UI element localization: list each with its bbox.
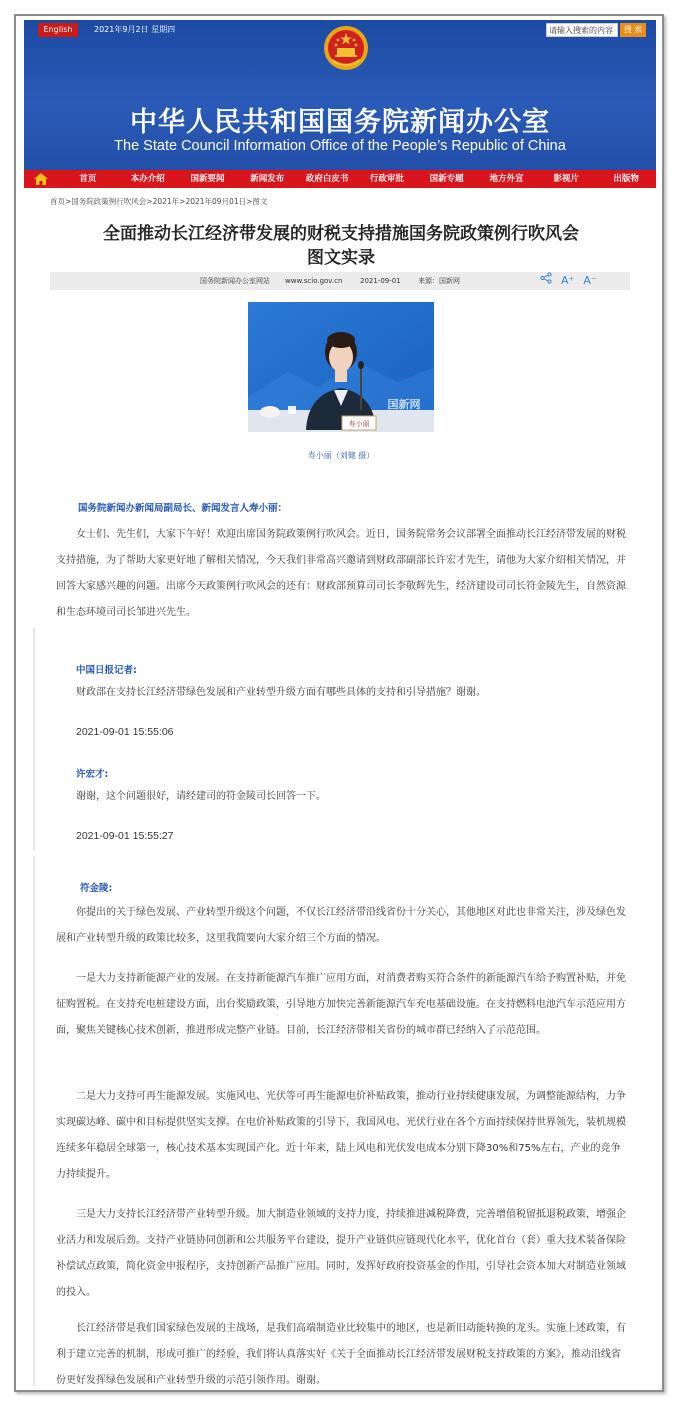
speaker-reporter: 中国日报记者: — [76, 665, 137, 676]
nav-item-local[interactable]: 地方外宣 — [489, 174, 524, 184]
fu-paragraph-1: 你提出的关于绿色发展、产业转型升级这个问题，不仅长江经济带沿线省份十分关心，其他地区对此也非常关注，涉及绿色发展和产业转型升级的政策比较多，这里我简要向大家介绍三个方面的情况。 — [56, 907, 626, 944]
site-title-en: The State Council Information Office of the People’s Republic of China — [114, 138, 566, 154]
speaker-host: 国务院新闻办新闻局副局长、新闻发言人寿小丽： — [78, 503, 288, 514]
article-title-line2: 图文实录 — [307, 248, 375, 268]
national-emblem-icon — [322, 24, 370, 72]
nav-item-press[interactable]: 新闻发布 — [250, 174, 285, 184]
meta-site: www.scio.gov.cn — [285, 277, 343, 285]
share-icon[interactable] — [540, 272, 552, 290]
nav-item-home[interactable]: 首页 — [79, 174, 97, 184]
meta-source: 国务院新闻办公室网站 — [200, 277, 270, 285]
nav-item-news[interactable]: 国新要闻 — [190, 174, 225, 184]
nav-item-films[interactable]: 影视片 — [553, 174, 580, 184]
xu-timestamp: 2021-09-01 15:55:27 — [76, 830, 174, 842]
nav-item-about[interactable]: 本办介绍 — [130, 174, 165, 184]
main-nav — [24, 170, 656, 188]
photo-nameplate: 寿小丽 — [348, 420, 370, 428]
photo-caption: 寿小丽（刘健 摄） — [307, 451, 375, 460]
nav-item-publications[interactable]: 出版物 — [613, 174, 639, 184]
breadcrumb[interactable]: 首页>国务院政策例行吹风会>2021年>2021年09月01日>图文 — [50, 197, 268, 206]
speaker-xu-hongcai: 许宏才: — [76, 769, 109, 780]
fu-paragraph-3: 二是大力支持可再生能源发展。实施风电、光伏等可再生能源电价补贴政策，推动行业持续健康发展，为调整能源结构，力争实现碳达峰、碳中和目标提供坚实支撑。在电价补贴政策的引导下，我国风电、光伏行业在各个方面持续保持世界领先，装机规模连续多年稳居全球第一，核心技术基本实现国产化。近十年来，陆上风电和光伏发电成本分别下降30%和75%左右，产业的竞争力持续提升。 — [56, 1091, 626, 1180]
font-smaller-icon[interactable]: A⁻ — [583, 274, 597, 287]
font-larger-icon[interactable]: A⁺ — [561, 274, 575, 287]
host-paragraph: 女士们、先生们，大家下午好！欢迎出席国务院政策例行吹风会。近日，国务院常务会议部署全面推动长江经济带发展的财税支持措施，为了帮助大家更好地了解相关情况，今天我们非常高兴邀请到财政部副部长许宏才先生，请他为大家介绍相关情况，并回答大家感兴趣的问题。出席今天政策例行吹风会的还有：财政部预算司司长李敬辉先生，经济建设司司长符金陵先生，自然资源和生态环境司司长邹进兴先生。 — [56, 529, 626, 618]
search-input[interactable] — [546, 23, 618, 37]
article-title — [56, 222, 626, 270]
meta-date: 2021-09-01 — [360, 277, 401, 285]
nav-item-approval[interactable]: 行政审批 — [369, 174, 404, 184]
nav-item-whitepaper[interactable]: 政府白皮书 — [305, 174, 349, 184]
reporter-timestamp: 2021-09-01 15:55:06 — [76, 726, 174, 738]
reporter-question: 财政部在支持长江经济带绿色发展和产业转型升级方面有哪些具体的支持和引导措施？谢谢。 — [76, 687, 486, 698]
meta-tools — [540, 272, 597, 290]
speaker-fu-jinling: 符金陵: — [80, 883, 113, 894]
article-photo — [248, 302, 434, 432]
fu-paragraph-2: 一是大力支持新能源产业的发展。在支持新能源汽车推广应用方面，对消费者购买符合条件的新能源汽车给予购置补贴，并免征购置税。在支持充电桩建设方面，出台奖励政策，引导地方加快完善新能源汽车充电基础设施。在支持燃料电池汽车示范应用方面，聚焦关键核心技术创新，推进形成完整产业链。目前，长江经济带相关省份的城市群已经纳入了示范范围。 — [56, 973, 626, 1036]
article-meta-bar — [50, 272, 630, 290]
section-divider — [33, 628, 35, 850]
home-icon[interactable] — [24, 170, 58, 188]
site-header — [24, 20, 656, 170]
page-frame — [14, 14, 664, 1392]
section-divider — [33, 856, 35, 1386]
search-button[interactable]: 搜 索 — [620, 23, 646, 37]
english-link[interactable]: English — [38, 23, 78, 37]
photo-watermark: 国新网 — [387, 398, 421, 411]
xu-answer: 谢谢，这个问题很好，请经建司的符金陵司长回答一下。 — [76, 791, 326, 802]
article-title-line1: 全面推动长江经济带发展的财税支持措施国务院政策例行吹风会 — [103, 224, 579, 244]
nav-item-topics[interactable]: 国新专题 — [429, 174, 464, 184]
site-title-cn: 中华人民共和国国务院新闻办公室 — [130, 107, 550, 138]
meta-from: 来源：国新网 — [418, 277, 460, 285]
fu-paragraph-5: 长江经济带是我们国家绿色发展的主战场，是我们高端制造业比较集中的地区，也是新旧动能转换的龙头。实施上述政策，有利于建立完善的机制，形成可推广的经验，我们将认真落实好《关于全面推动长江经济带发展财税支持政策的方案》，推动沿线省份更好发挥绿色发展和产业转型升级的示范引领作用。谢谢。 — [56, 1323, 626, 1386]
current-date: 2021年9月2日 星期四 — [94, 25, 176, 34]
fu-paragraph-4: 三是大力支持长江经济带产业转型升级。加大制造业领域的支持力度，持续推进减税降费，完善增值税留抵退税政策，增强企业活力和发展后劲。支持产业链协同创新和公共服务平台建设，提升产业链供应链现代化水平，优化首台（套）重大技术装备保险补偿试点政策，简化资金申报程序，支持创新产品推广应用。同时，发挥好政府投资基金的作用，引导社会资本加大对制造业领域的投入。 — [56, 1209, 626, 1298]
